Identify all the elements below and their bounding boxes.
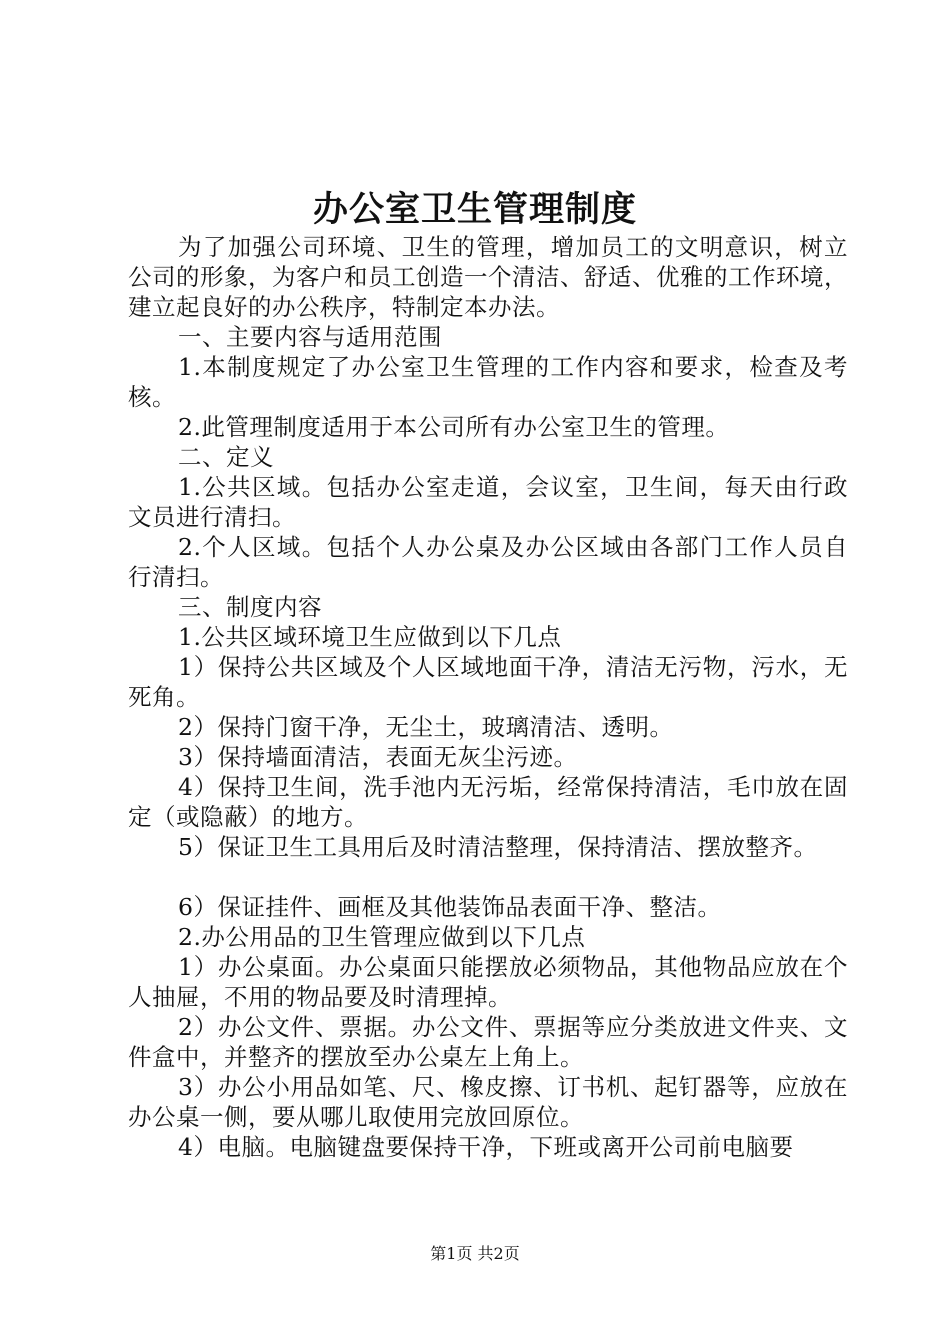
list-item: 4）保持卫生间，洗手池内无污垢，经常保持清洁，毛巾放在固定（或隐蔽）的地方。: [128, 773, 848, 831]
section-heading-3: 三、制度内容: [178, 593, 322, 621]
document-body: [128, 232, 848, 1162]
list-item: 1）保持公共区域及个人区域地面干净，清洁无污物，污水，无死角。: [128, 653, 848, 711]
intro-paragraph: 为了加强公司环境、卫生的管理，增加员工的文明意识，树立公司的形象，为客户和员工创造一个清洁、舒适、优雅的工作环境，建立起良好的办公秩序，特制定本办法。: [128, 233, 848, 321]
list-item: 5）保证卫生工具用后及时清洁整理，保持清洁、摆放整齐。: [178, 833, 818, 861]
list-item: 3）保持墙面清洁，表面无灰尘污迹。: [178, 743, 578, 771]
section-heading-2: 二、定义: [178, 443, 274, 471]
document-title: 办公室卫生管理制度: [312, 189, 637, 230]
paragraph: 1.本制度规定了办公室卫生管理的工作内容和要求，检查及考核。: [128, 353, 848, 411]
list-item: 3）办公小用品如笔、尺、橡皮擦、订书机、起钉器等，应放在办公桌一侧，要从哪儿取使用完放回原位。: [128, 1073, 848, 1131]
list-item: 2）办公文件、票据。办公文件、票据等应分类放进文件夹、文件盒中，并整齐的摆放至办公桌左上角上。: [128, 1013, 848, 1071]
paragraph: 2.此管理制度适用于本公司所有办公室卫生的管理。: [178, 413, 730, 441]
list-item: 2）保持门窗干净，无尘土，玻璃清洁、透明。: [178, 713, 674, 741]
list-item: 4）电脑。电脑键盘要保持干净，下班或离开公司前电脑要: [178, 1133, 794, 1161]
page-number: 第1页 共2页: [430, 1244, 520, 1263]
subsection-heading: 1.公共区域环境卫生应做到以下几点: [178, 623, 562, 651]
subsection-heading: 2.办公用品的卫生管理应做到以下几点: [178, 923, 586, 951]
paragraph: 1.公共区域。包括办公室走道，会议室，卫生间，每天由行政文员进行清扫。: [128, 473, 848, 531]
list-item: 6）保证挂件、画框及其他装饰品表面干净、整洁。: [178, 893, 722, 921]
section-heading-1: 一、主要内容与适用范围: [178, 323, 442, 351]
blank-line: [128, 862, 848, 892]
list-item: 1）办公桌面。办公桌面只能摆放必须物品，其他物品应放在个人抽屉，不用的物品要及时清理掉。: [128, 953, 848, 1011]
paragraph: 2.个人区域。包括个人办公桌及办公区域由各部门工作人员自行清扫。: [128, 533, 848, 591]
